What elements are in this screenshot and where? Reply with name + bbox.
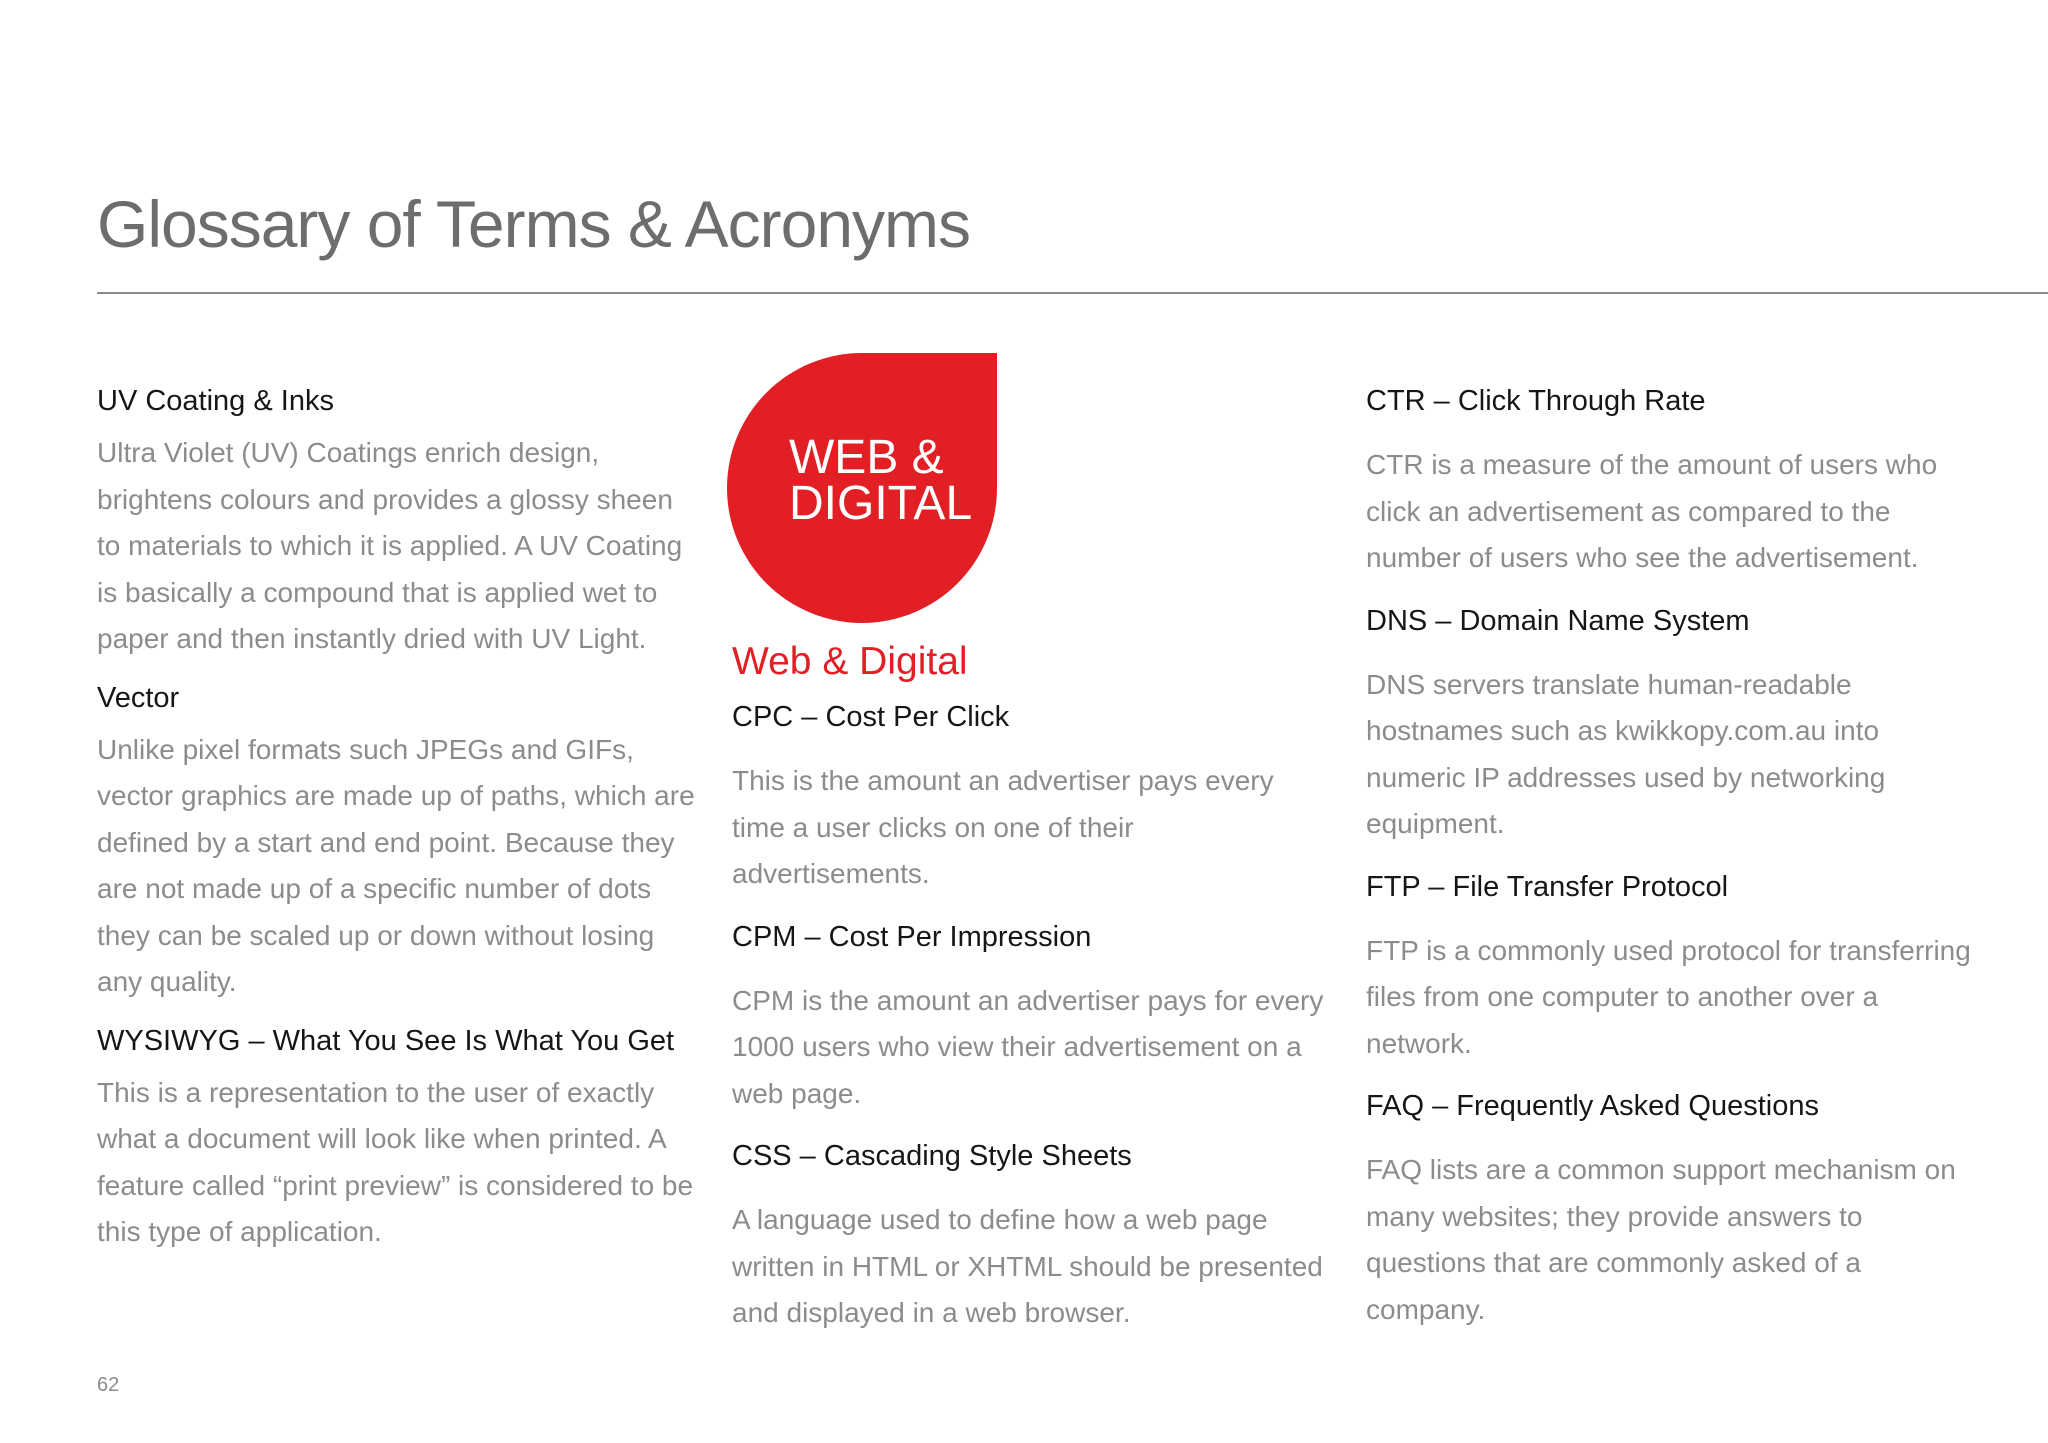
right-column	[1366, 380, 1986, 1351]
term-ftp: FTP – File Transfer Protocol	[1366, 870, 1729, 903]
definition-ctr: CTR is a measure of the amount of users who click an advertisement as compared to the number of users who see the advertisement.	[1366, 449, 1938, 573]
left-column	[97, 380, 697, 1270]
definition-cpc: This is the amount an advertiser pays every time a user clicks on one of their advertisements.	[732, 765, 1274, 889]
middle-column	[732, 636, 1332, 1355]
term-css: CSS – Cascading Style Sheets	[732, 1140, 1132, 1172]
definition-css: A language used to define how a web page written in HTML or XHTML should be presented and displayed in a web browser.	[732, 1204, 1323, 1328]
badge-label	[789, 431, 973, 530]
term-uv-coating: UV Coating & Inks	[97, 385, 334, 417]
badge-label-line-1: WEB &	[789, 431, 944, 484]
definition-dns: DNS servers translate human-readable hostnames such as kwikkopy.com.au into numeric IP addresses used by networking equipment.	[1366, 668, 1886, 839]
definition-wysiwyg: This is a representation to the user of exactly what a document will look like when printed. A feature called “print preview” is considered to be this type of application.	[97, 1076, 694, 1247]
title-divider	[97, 292, 2048, 294]
web-digital-badge	[727, 353, 997, 623]
term-cpm: CPM – Cost Per Impression	[732, 920, 1092, 953]
term-wysiwyg: WYSIWYG – What You See Is What You Get	[97, 1024, 675, 1057]
definition-cpm: CPM is the amount an advertiser pays for every 1000 users who view their advertisement on a web page.	[732, 984, 1324, 1109]
badge-label-line-2: DIGITAL	[789, 477, 973, 530]
definition-vector: Unlike pixel formats such JPEGs and GIFs, vector graphics are made up of paths, which are defined by a start and end point. Because they are not made up of a specific number of dots they can be scaled up or down without losing any quality.	[97, 733, 695, 997]
term-vector: Vector	[97, 681, 180, 714]
term-cpc: CPC – Cost Per Click	[732, 701, 1010, 733]
term-ctr: CTR – Click Through Rate	[1366, 385, 1706, 417]
definition-ftp: FTP is a commonly used protocol for transferring files from one computer to another over a network.	[1366, 934, 1971, 1059]
section-heading-web-digital: Web & Digital	[732, 640, 968, 683]
definition-faq: FAQ lists are a common support mechanism on many websites; they provide answers to questions that are commonly asked of a company.	[1366, 1154, 1956, 1325]
definition-uv-coating: Ultra Violet (UV) Coatings enrich design, brightens colours and provides a glossy sheen to materials to which it is applied. A UV Coating is basically a compound that is applied wet to paper and then instantly dried with UV Light.	[97, 437, 683, 654]
term-dns: DNS – Domain Name System	[1366, 604, 1750, 637]
page-number: 62	[97, 1374, 120, 1396]
term-faq: FAQ – Frequently Asked Questions	[1366, 1090, 1819, 1122]
page-title: Glossary of Terms & Acronyms	[97, 187, 971, 261]
